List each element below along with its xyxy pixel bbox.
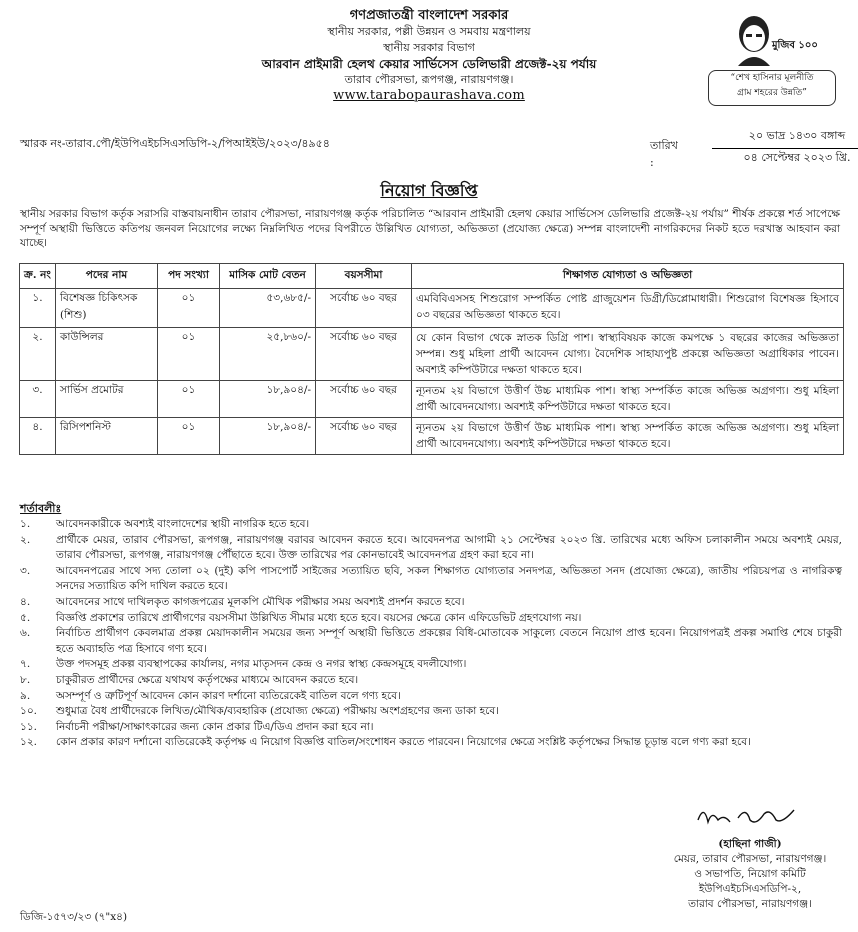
row-count: ০১ xyxy=(158,381,220,418)
row-age: সর্বোচ্চ ৬০ বছর xyxy=(316,418,412,455)
list-item xyxy=(20,704,842,720)
job-table xyxy=(19,263,844,455)
row-post: রিসিপশনিস্ট xyxy=(56,418,158,455)
slogan-box xyxy=(708,70,836,106)
col-header-age: বয়সসীমা xyxy=(316,264,412,289)
condition-text: আবেদনকারীকে অবশ্যই বাংলাদেশের স্থায়ী নাগরিক হতে হবে। xyxy=(56,518,310,530)
memo-number: স্মারক নং-তারাব.পৌ/ইউপিএইচসিএসডিপি-২/পিআইইউ/২০২৩/৪৯৫৪ xyxy=(20,137,330,150)
condition-number: ৮. xyxy=(20,673,31,686)
row-salary: ১৮,৯০৪/- xyxy=(220,418,316,455)
row-age: সর্বোচ্চ ৬০ বছর xyxy=(316,328,412,381)
list-item xyxy=(20,689,842,705)
row-post: বিশেষজ্ঞ চিকিৎসক (শিশু) xyxy=(56,289,158,328)
govt-title: গণপ্রজাতন্ত্রী বাংলাদেশ সরকার xyxy=(349,8,509,23)
condition-text: নির্বাচনী পরীক্ষা/সাক্ষাৎকারের জন্য কোন প্রকার টিএ/ডিএ প্রদান করা হবে না। xyxy=(56,720,374,733)
condition-text: কোন প্রকার কারণ দর্শানো ব্যতিরেকেই কর্তৃপক্ষ এ নিয়োগ বিজ্ঞপ্তি বাতিল/সংশোধন করতে পারবেন। নিয়োগের ক্ষেত্রে সংশ্লিষ্ট কর্তৃপক্ষের সিদ্ধান্ত চূড়ান্ত বলে গণ্য করা হবে। xyxy=(56,736,751,749)
mujib100-text: মুজিব ১০০ xyxy=(772,40,818,51)
row-age: সর্বোচ্চ ৬০ বছর xyxy=(316,381,412,418)
condition-number: ১২. xyxy=(20,736,37,749)
list-item xyxy=(20,673,842,689)
signatory-title1: মেয়র, তারাব পৌরসভা, নারায়ণগঞ্জ। xyxy=(673,853,827,865)
condition-text: চাকুরীরত প্রার্থীদের ক্ষেত্রে যথাযথ কর্তৃপক্ষের মাধ্যমে আবেদন করতে হবে। xyxy=(56,673,359,686)
table-header-row xyxy=(20,264,844,289)
signatory-title4: তারাব পৌরসভা, নারায়ণগঞ্জ। xyxy=(688,898,812,910)
list-item xyxy=(20,564,842,595)
condition-number: ৭. xyxy=(20,658,31,671)
row-salary: ১৮,৯০৪/- xyxy=(220,381,316,418)
condition-number: ৬. xyxy=(20,627,31,640)
signature-block xyxy=(650,800,850,912)
condition-number: ৯. xyxy=(20,689,31,702)
row-post: কাউন্সিলর xyxy=(56,328,158,381)
row-serial: ৪. xyxy=(20,418,56,455)
notice-title: নিয়োগ বিজ্ঞপ্তি xyxy=(380,181,478,200)
list-item xyxy=(20,533,842,564)
list-item xyxy=(20,735,842,751)
row-serial: ১. xyxy=(20,289,56,328)
mujib100-logo xyxy=(708,8,840,120)
row-qualification: যে কোন বিভাগ থেকে স্নাতক ডিগ্রি পাশ। স্বাস্থ্যবিষয়ক কাজে কমপক্ষে ১ বছরের কাজের অভিজ্ঞতা সম্পন্ন। শুধু মহিলা প্রার্থী আবেদন যোগ্য। বৈদেশিক সাহায্যপুষ্ট প্রকল্পে অভিজ্ঞতা অগ্রাধিকার পাবেন। অবশ্যই কম্পিউটারে দক্ষতা থাকতে হবে। xyxy=(412,328,844,381)
portrait-icon xyxy=(732,12,776,66)
signatory-title2: ও সভাপতি, নিয়োগ কমিটি xyxy=(694,868,806,880)
list-item xyxy=(20,517,842,533)
list-item xyxy=(20,611,842,627)
condition-text: আবেদনের সাথে দাখিলকৃত কাগজপত্রের মূলকপি মৌখিক পরীক্ষার সময় অবশ্যই প্রদর্শন করতে হবে। xyxy=(56,595,465,608)
project-name: আরবান প্রাইমারী হেলথ কেয়ার সার্ভিসেস ডেলিভারী প্রজেক্ট-২য় পর্যায় xyxy=(261,57,597,71)
col-header-qualification: শিক্ষাগত যোগ্যতা ও অভিজ্ঞতা xyxy=(412,264,844,289)
footer-code: ডিজি-১৫৭৩/২৩ (৭"x৪) xyxy=(20,911,128,923)
date-english: ০৪ সেপ্টেম্বর ২০২৩ খ্রি. xyxy=(743,151,851,164)
slogan-line1: “শেখ হাসিনার মূলনীতি xyxy=(730,73,814,83)
condition-number: ৫. xyxy=(20,611,31,624)
col-header-serial: ক্র. নং xyxy=(20,264,56,289)
conditions-heading: শর্তাবলীঃ xyxy=(20,502,62,515)
condition-text: অসম্পূর্ণ ও ত্রুটিপূর্ণ আবেদন কোন কারণ দর্শানো ব্যতিরেকেই বাতিল বলে গণ্য হবে। xyxy=(56,689,401,702)
office-address: তারাব পৌরসভা, রূপগঞ্জ, নারায়ণগঞ্জ। xyxy=(344,73,514,86)
signatory-name: (হাছিনা গাজী) xyxy=(718,838,782,850)
row-qualification: এমবিবিএসসহ শিশুরোগ সম্পর্কিত পোষ্ট গ্রাজুয়েশন ডিগ্রী/ডিপ্লোমাধারী। শিশুরোগ বিশেষজ্ঞ হিসাবে ০৩ বছরের অভিজ্ঞতা থাকতে হবে। xyxy=(412,289,844,328)
condition-text: শুধুমাত্র বৈধ প্রার্থীদেরকে লিখিত/মৌখিক/ব্যবহারিক (প্রযোজ্য ক্ষেত্রে) পরীক্ষায় অংশগ্রহণের জন্য ডাকা হবে। xyxy=(56,705,499,718)
col-header-post: পদের নাম xyxy=(56,264,158,289)
conditions-list xyxy=(20,517,842,751)
condition-number: ১১. xyxy=(20,720,37,733)
signature-image xyxy=(690,800,810,832)
row-serial: ৩. xyxy=(20,381,56,418)
date-label: তারিখ : xyxy=(650,139,678,169)
row-post: সার্ভিস প্রমোটর xyxy=(56,381,158,418)
ministry-name: স্থানীয় সরকার, পল্লী উন্নয়ন ও সমবায় মন্ত্রণালয় xyxy=(327,25,531,38)
condition-text: নির্বাচিত প্রার্থীগণ কেবলমাত্র প্রকল্প মেয়াদকালীন সময়ের জন্য সম্পূর্ণ অস্থায়ী ভিত্তিতে প্রকল্পের বিধি-মোতাবেক সাকুল্যে বেতনে নিয়োগ প্রাপ্ত হবেন। নিয়োগপত্রই প্রকল্প সমাপ্তি শেষে চাকুরী হতে অব্যাহতি পত্র হিসাবে গণ্য হবে। xyxy=(56,627,842,655)
row-salary: ৫৩,৬৮৫/- xyxy=(220,289,316,328)
row-qualification: ন্যূনতম ২য় বিভাগে উত্তীর্ণ উচ্চ মাধ্যমিক পাশ। স্বাস্থ্য সম্পর্কিত কাজে অভিজ্ঞ অগ্রগণ্য। শুধু মহিলা প্রার্থী আবেদনযোগ্য। অবশ্যই কম্পিউটারে দক্ষতা থাকতে হবে। xyxy=(412,418,844,455)
row-salary: ২৫,৮৬০/- xyxy=(220,328,316,381)
condition-text: প্রার্থীকে মেয়র, তারাব পৌরসভা, রূপগঞ্জ, নারায়ণগঞ্জ বরাবর আবেদন করতে হবে। আবেদনপত্র আগামী ২১ সেপ্টেম্বর ২০২৩ খ্রি. তারিখের মধ্যে অফিস চলাকালীন সময়ে অবশ্যই মেয়র, তারাব পৌরসভা, রূপগঞ্জ, নারায়ণগঞ্জ পৌঁছাতে হবে। উক্ত তারিখের পর কোনভাবেই আবেদনপত্র গ্রহণ করা হবে না। xyxy=(56,533,842,562)
col-header-salary: মাসিক মোট বেতন xyxy=(220,264,316,289)
condition-text: বিজ্ঞপ্তি প্রকাশের তারিখে প্রার্থীগণের বয়সসীমা উল্লিখিত সীমার মধ্যে হতে হবে। বয়সের ক্ষেত্রে কোন এফিডেভিট গ্রহণযোগ্য নয়। xyxy=(56,611,582,624)
col-header-count: পদ সংখ্যা xyxy=(158,264,220,289)
date-bangla: ২০ ভাদ্র ১৪৩০ বঙ্গাব্দ xyxy=(712,127,858,149)
condition-number: ৩. xyxy=(20,564,31,577)
row-count: ০১ xyxy=(158,328,220,381)
row-serial: ২. xyxy=(20,328,56,381)
list-item xyxy=(20,720,842,736)
condition-number: ৪. xyxy=(20,595,31,608)
table-row xyxy=(20,328,844,381)
row-age: সর্বোচ্চ ৬০ বছর xyxy=(316,289,412,328)
table-row xyxy=(20,381,844,418)
condition-number: ২. xyxy=(20,533,31,546)
row-count: ০১ xyxy=(158,289,220,328)
table-row xyxy=(20,289,844,328)
list-item xyxy=(20,626,842,657)
condition-number: ১. xyxy=(20,518,31,530)
condition-number: ১০. xyxy=(20,705,37,718)
intro-paragraph: স্থানীয় সরকার বিভাগ কর্তৃক সরাসরি বাস্তবায়নাধীন তারাব পৌরসভা, নারায়ণগঞ্জ কর্তৃক পরিচালিত “আরবান প্রাইমারী হেলথ কেয়ার সার্ভিসেস ডেলিভারি প্রজেক্ট-২য় পর্যায়” শীর্ষক প্রকল্পে শর্ত সাপেক্ষে সম্পূর্ণ অস্থায়ী ভিত্তিতে কতিপয় জনবল নিয়োগের লক্ষ্যে নিম্নলিখিত পদের বিপরীতে উল্লিখিত যোগ্যতা, অভিজ্ঞতা (প্রযোজ্য ক্ষেত্রে) সম্পন্ন বাংলাদেশী নাগরিকদের নিকট হতে দরখাস্ত আহবান করা যাচ্ছে। xyxy=(20,208,840,249)
list-item xyxy=(20,595,842,611)
signatory-title3: ইউপিএইচসিএসডিপি-২, xyxy=(698,883,802,895)
slogan-line2: গ্রাম শহরের উন্নতি” xyxy=(737,88,807,98)
condition-text: উক্ত পদসমূহ প্রকল্প ব্যবস্থাপকের কার্যালয়, নগর মাতৃসদন কেন্দ্র ও নগর স্বাস্থ্য কেন্দ্রসমূহে বদলীযোগ্য। xyxy=(56,658,467,671)
row-qualification: ন্যূনতম ২য় বিভাগে উত্তীর্ণ উচ্চ মাধ্যমিক পাশ। স্বাস্থ্য সম্পর্কিত কাজে অভিজ্ঞ অগ্রগণ্য। শুধু মহিলা প্রার্থী আবেদনযোগ্য। অবশ্যই কম্পিউটারে দক্ষতা থাকতে হবে। xyxy=(412,381,844,418)
row-count: ০১ xyxy=(158,418,220,455)
list-item xyxy=(20,657,842,673)
condition-text: আবেদনপত্রের সাথে সদ্য তোলা ০২ (দুই) কপি পাসপোর্ট সাইজের সত্যায়িত ছবি, সকল শিক্ষাগত যোগ্যতার সনদপত্র, অভিজ্ঞতা সনদ (প্রযোজ্য ক্ষেত্রে), জাতীয় পরিচয়পত্র ও নাগরিকত্ব সনদের সত্যায়িত কপি দাখিল করতে হবে। xyxy=(56,564,842,593)
table-row xyxy=(20,418,844,455)
division-name: স্থানীয় সরকার বিভাগ xyxy=(383,41,475,54)
website-link[interactable]: www.tarabopaurashava.com xyxy=(333,88,525,103)
